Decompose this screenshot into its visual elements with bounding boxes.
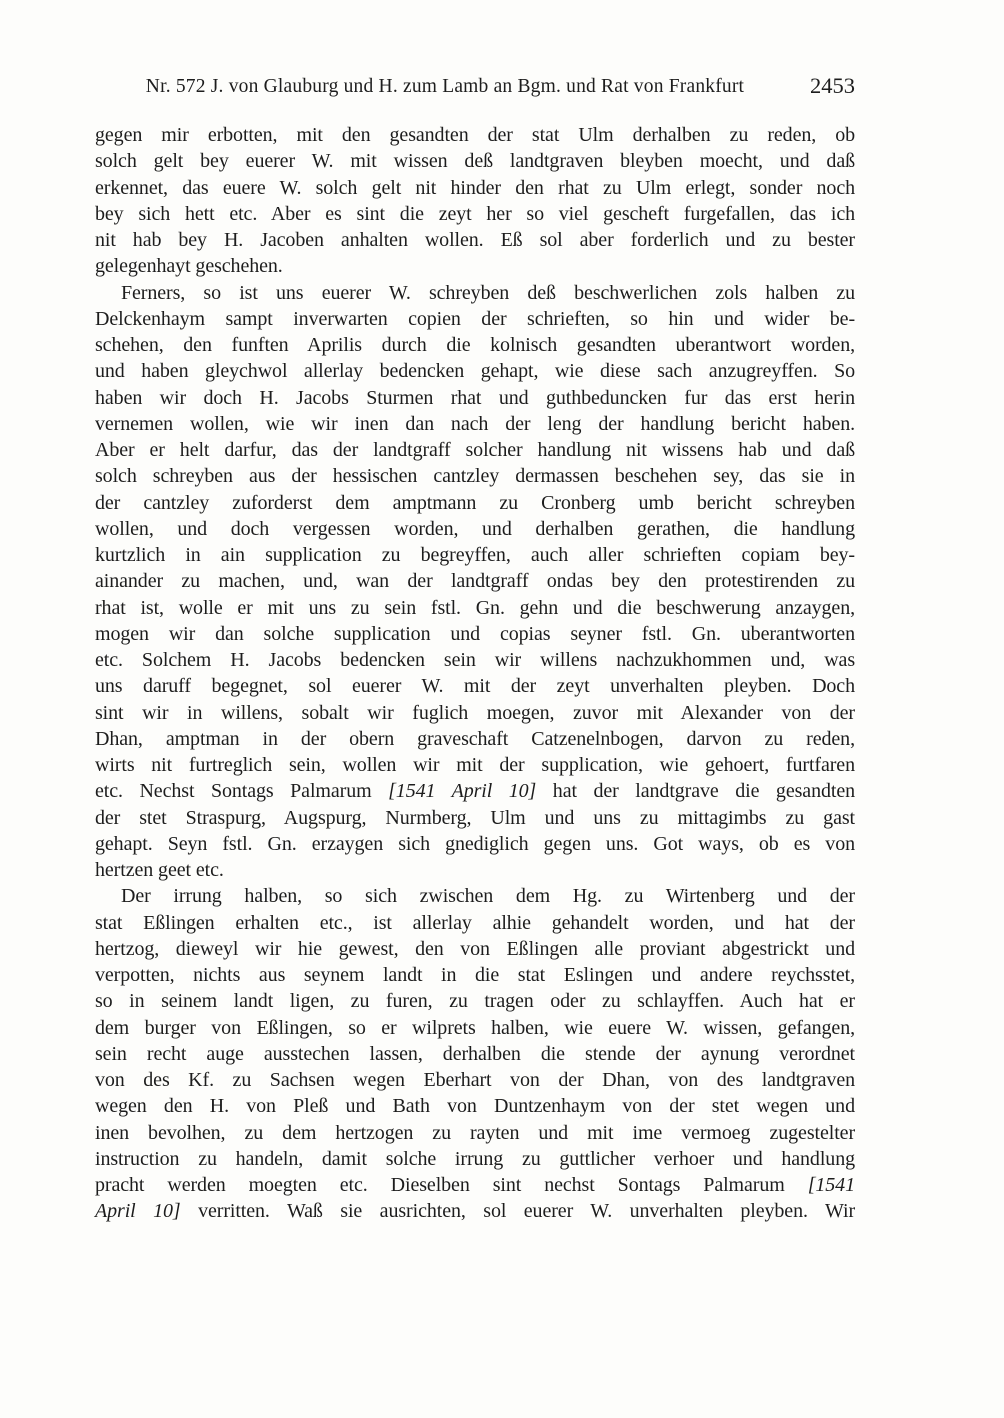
text-segment: etc. Nechst Sontags Palmarum (95, 780, 389, 803)
paragraph (95, 280, 855, 884)
text-segment: sein recht auge ausstechen lassen, derhalben die stende der aynung verordnet (95, 1042, 855, 1065)
text-segment: sint wir in willens, sobalt wir fuglich moegen, zuvor mit Alexander von der (95, 701, 855, 724)
date-annotation: [1541 (807, 1174, 855, 1196)
text-line (95, 306, 855, 332)
text-line (95, 936, 855, 962)
text-line (95, 332, 855, 358)
text-segment: der cantzley zuforderst dem amptmann zu Cronberg umb bericht schreyben (95, 491, 855, 514)
text-segment: mogen wir dan solche supplication und copias seyner fstl. Gn. uberantworten (95, 622, 855, 645)
text-line (95, 463, 855, 489)
text-segment: haben wir doch H. Jacobs Sturmen rhat und guthbeduncken fur das erst herin (95, 386, 855, 409)
text-segment: ainander zu machen, und, wan der landtgraff ondas bey den protestirenden zu (95, 570, 855, 593)
text-segment: hertzen geet etc. (95, 859, 224, 881)
text-segment: Der irrung halben, so sich zwischen dem Hg. zu Wirtenberg und der (121, 885, 855, 908)
text-segment: von des Kf. zu Sachsen wegen Eberhart von der Dhan, von des landtgraven (95, 1069, 855, 1091)
text-line (95, 700, 855, 726)
text-line (95, 358, 855, 384)
text-segment: verpotten, nichts aus seynem landt in die stat Eslingen und andere reychsstet, (95, 964, 855, 986)
page-body (95, 122, 855, 1225)
text-line (95, 962, 855, 988)
text-line (95, 385, 855, 411)
text-segment: Dhan, amptman in der obern graveschaft Catzenelnbogen, darvon zu reden, (95, 727, 855, 750)
text-line (95, 1093, 855, 1119)
text-line (95, 227, 855, 253)
date-annotation: [1541 April 10] (388, 780, 537, 803)
text-line (95, 857, 855, 883)
text-line (95, 988, 855, 1014)
page-header (95, 73, 855, 106)
text-line (95, 1041, 855, 1067)
text-segment: wollen, und doch vergessen worden, und derhalben gerathen, die handlung (95, 517, 855, 540)
text-line (95, 516, 855, 542)
text-line (95, 1120, 855, 1146)
text-segment: stat Eßlingen erhalten etc., ist allerlay alhie gehandelt worden, und hat der (95, 911, 855, 934)
text-segment: rhat ist, wolle er mit uns zu sein fstl. Gn. gehn und die beschwerung anzaygen, (95, 596, 855, 619)
text-segment: hertzog, dieweyl wir hie gewest, den von Eßlingen alle proviant abgestrickt und (95, 937, 855, 960)
paragraph (95, 122, 855, 280)
text-segment: wegen den H. von Pleß und Bath von Duntzenhaym von der stet wegen und (95, 1095, 855, 1118)
text-line (95, 805, 855, 831)
text-segment: etc. Solchem H. Jacobs bedencken sein wir willens nachzukhommen und, was (95, 649, 855, 671)
text-line (95, 148, 855, 174)
text-line (95, 621, 855, 647)
text-segment: hat der landtgrave die gesandten (536, 780, 855, 803)
text-segment: pracht werden moegten etc. Dieselben sint nechst Sontags Palmarum (95, 1174, 808, 1196)
text-segment: gehapt. Seyn fstl. Gn. erzaygen sich gnediglich gegen uns. Got ways, ob es von (95, 832, 855, 855)
page-number: 2453 (810, 73, 855, 98)
text-segment: nit hab bey H. Jacoben anhalten wollen. Eß sol aber forderlich und zu bester (95, 229, 855, 251)
text-segment: und haben gleychwol allerlay bedencken gehapt, wie diese sach anzugreyffen. So (95, 360, 855, 383)
text-line (95, 122, 855, 148)
text-segment: der stet Straspurg, Augspurg, Nurmberg, Ulm und uns zu mittagimbs zu gast (95, 806, 855, 829)
text-line (95, 568, 855, 594)
text-line (95, 280, 855, 306)
text-line (95, 647, 855, 673)
text-segment: schehen, den funften Aprilis durch die kolnisch gesandten uberantwort worden, (95, 334, 855, 356)
text-line (95, 883, 855, 909)
text-segment: so in seinem landt ligen, zu furen, zu tragen oder zu schlayffen. Auch hat er (95, 990, 855, 1013)
text-line (95, 175, 855, 201)
date-annotation: April 10] (95, 1200, 181, 1223)
text-line (95, 201, 855, 227)
text-line (95, 673, 855, 699)
text-segment: solch gelt bey euerer W. mit wissen deß landtgraven bleyben moecht, und daß (95, 150, 855, 173)
text-line (95, 778, 855, 804)
text-segment: verritten. Waß sie ausrichten, sol euerer W. unverhalten pleyben. Wir (180, 1200, 856, 1223)
running-title: Nr. 572 J. von Glauburg und H. zum Lamb an Bgm. und Rat von Frankfurt (145, 76, 745, 97)
text-segment: bey sich hett etc. Aber es sint die zeyt her so viel gescheft furgefallen, das ich (95, 202, 855, 225)
text-segment: gegen mir erbotten, mit den gesandten der stat Ulm derhalben zu reden, ob (95, 124, 855, 146)
text-segment: inen bevolhen, zu dem hertzogen zu rayten und mit ime vermoeg zugestelter (95, 1121, 855, 1144)
text-line (95, 1172, 855, 1198)
text-line (95, 1198, 855, 1224)
text-segment: dem burger von Eßlingen, so er wilprets halben, wie euere W. wissen, gefangen, (95, 1016, 855, 1039)
text-line (95, 595, 855, 621)
text-segment: wirts nit furtreglich sein, wollen wir mit der supplication, wie gehoert, furtfaren (95, 754, 855, 776)
text-segment: vernemen wollen, wie wir inen dan nach der leng der handlung bericht haben. (95, 412, 855, 435)
text-line (95, 910, 855, 936)
text-line (95, 1015, 855, 1041)
text-line (95, 490, 855, 516)
text-segment: Ferners, so ist uns euerer W. schreyben deß beschwerlichen zols halben zu (121, 281, 855, 304)
text-segment: Aber er helt darfur, das der landtgraff solcher handlung nit wissens hab und daß (95, 439, 855, 461)
text-segment: Delckenhaym sampt inverwarten copien der schrieften, so hin und wider be- (95, 307, 855, 330)
text-line (95, 1146, 855, 1172)
text-line (95, 831, 855, 857)
text-line (95, 437, 855, 463)
text-line (95, 411, 855, 437)
text-line (95, 752, 855, 778)
text-line (95, 726, 855, 752)
text-segment: erkennet, das euere W. solch gelt nit hinder den rhat zu Ulm erlegt, sonder noch (95, 176, 855, 199)
text-line (95, 542, 855, 568)
text-segment: uns daruff begegnet, sol euerer W. mit der zeyt unverhalten pleyben. Doch (95, 675, 855, 698)
text-segment: gelegenhayt geschehen. (95, 255, 283, 278)
text-segment: instruction zu handeln, damit solche irrung zu guttlicher verhoer und handlung (95, 1147, 855, 1170)
text-line (95, 1067, 855, 1093)
paragraph (95, 883, 855, 1224)
text-segment: solch schreyben aus der hessischen cantzley dermassen beschehen sey, das sie in (95, 465, 855, 488)
text-segment: kurtzlich in ain supplication zu begreyffen, auch aller schrieften copiam bey- (95, 544, 855, 566)
text-line (95, 253, 855, 279)
